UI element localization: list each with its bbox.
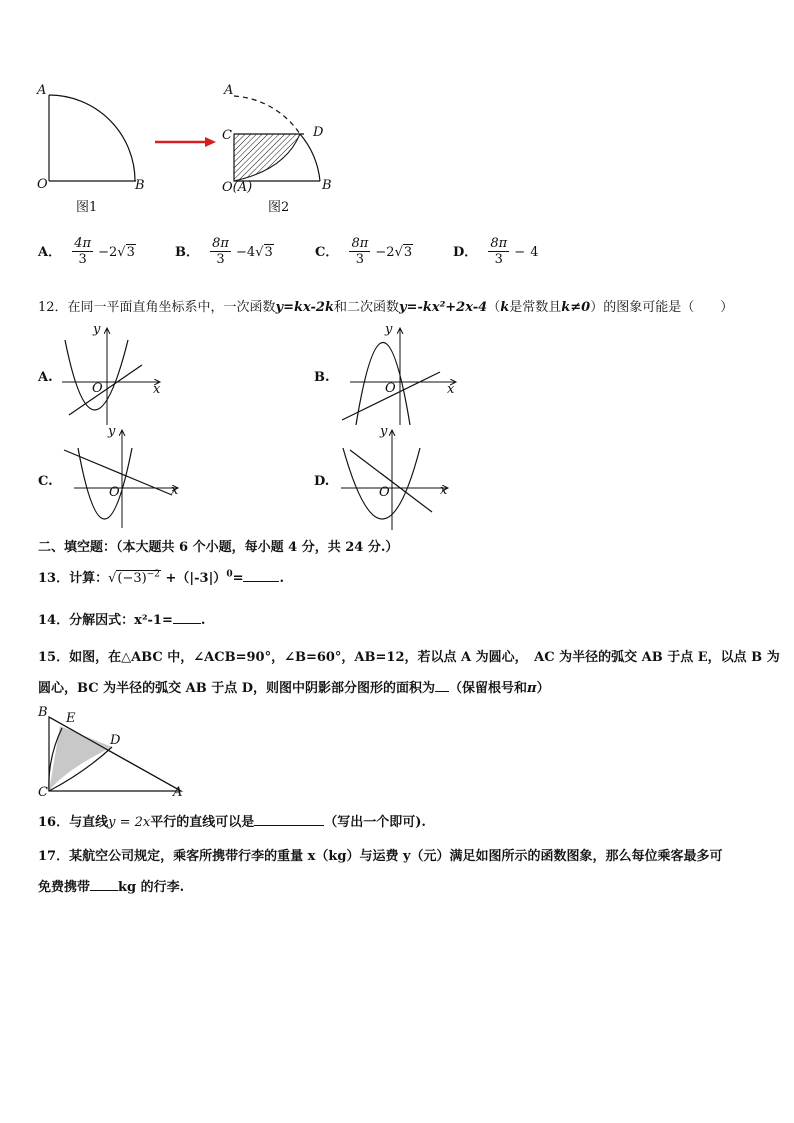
graph-c-y-label: y [108, 424, 116, 439]
q15-label-d: D [110, 733, 121, 748]
q17-text-b: kg 的行李. [118, 880, 185, 895]
q13-exponent: −2 [146, 569, 160, 580]
q11-option-b[interactable]: B． $\frac{8\pi}{3}$ −4√3 [175, 236, 273, 267]
graph-b-x-label: x [447, 382, 455, 397]
fig2-label-a: A [224, 83, 234, 98]
option-letter: A． [38, 245, 62, 260]
q12-option-c-label[interactable]: C. [38, 474, 53, 489]
q17-line-1: 17．某航空公司规定，乘客所携带行李的重量 x（kg）与运费 y（元）满足如图所示的函数图象，那么每位乘客最多可 [38, 849, 723, 864]
graph-a-x-label: x [153, 382, 161, 397]
minus-sign: − [375, 245, 387, 260]
fig1-label-a: A [37, 83, 47, 98]
coefficient: 2 [109, 245, 118, 260]
coefficient: 4 [530, 245, 539, 260]
q13-zero-exponent: 0 [226, 569, 233, 580]
graph-d-origin: O [379, 485, 390, 500]
graph-b-origin: O [385, 381, 396, 396]
q17-answer-blank[interactable] [90, 890, 118, 891]
q16 [38, 811, 426, 830]
q11-option-c[interactable]: C． $\frac{8\pi}{3}$ −2√3 [315, 236, 413, 267]
q14-prefix: 14．分解因式：x²-1= [38, 613, 173, 628]
fraction-numerator: 8π [490, 236, 508, 251]
q12-text-4: 是常数且 [509, 300, 562, 315]
q13: 13．计算：$√(-3)^{-2} +(|-3|)^0=$ . [38, 569, 285, 586]
graph-d-y-label: y [380, 424, 388, 439]
fig1-caption: 图1 [76, 200, 98, 215]
minus-sign: − [514, 245, 526, 260]
q15-text-c: ） [536, 681, 550, 696]
q16-expression: y = 2x [108, 815, 151, 830]
q15-text-b: （保留根号和 [449, 681, 528, 696]
section-heading-fill-in: 二、填空题：（本大题共 6 个小题，每小题 4 分，共 24 分.） [38, 540, 399, 555]
q13-end: . [279, 571, 285, 586]
graph-a-origin: O [92, 381, 103, 396]
q15-label-b: B [38, 705, 48, 720]
fig2-label-d: D [313, 125, 324, 140]
fig2-label-o: O(A) [222, 180, 253, 195]
minus-sign: − [98, 245, 110, 260]
q12-option-a-label[interactable]: A. [38, 370, 53, 385]
q15-line-1: 15．如图，在△ABC 中，∠ACB=90°，∠B=60°，AB=12，若以点 A 为圆心， AC 为半径的弧交 AB 于点 E，以点 B 为 [38, 650, 780, 665]
q12-option-b-label[interactable]: B. [314, 370, 330, 385]
fraction-numerator: 4π [74, 236, 92, 251]
q14-end: . [200, 613, 206, 628]
q15-pi: π [527, 681, 537, 696]
q12-k: k [500, 300, 510, 315]
graph-a-y-label: y [93, 322, 101, 337]
q16-prefix: 16．与直线 [38, 815, 109, 830]
graph-d-x-label: x [440, 483, 448, 498]
q16-middle: 平行的直线可以是 [150, 815, 255, 830]
fig2-label-b: B [322, 178, 332, 193]
fig2-caption: 图2 [268, 200, 290, 215]
q13-radicand: (−3) [117, 571, 147, 586]
q11-option-a[interactable]: A． $\frac{4\pi}{3}$ −2√3 [38, 236, 135, 267]
fraction-denominator: 3 [494, 252, 503, 267]
fraction-numerator: 8π [351, 236, 369, 251]
q12-linear-function: y=kx-2k [275, 300, 334, 315]
q15-label-e: E [66, 711, 76, 726]
q15-text-a: 圆心，BC 为半径的弧交 AB 于点 D，则图中阴影部分图形的面积为 [38, 681, 436, 696]
fraction-numerator: 8π [212, 236, 229, 251]
q12-text-3: （ [487, 300, 501, 315]
minus-sign: − [236, 245, 247, 260]
fig2-label-c: C [222, 128, 232, 143]
q12-text-1: 12．在同一平面直角坐标系中，一次函数 [38, 300, 276, 315]
radicand: 3 [403, 245, 413, 260]
q13-abs-term: +（|-3|） [165, 571, 227, 586]
q16-answer-blank[interactable] [254, 825, 324, 826]
fraction-denominator: 3 [355, 252, 364, 267]
q15-label-c: C [38, 785, 48, 800]
q12-option-d-label[interactable]: D. [314, 474, 330, 489]
radicand: 3 [126, 245, 135, 260]
q17-line-2 [38, 876, 184, 895]
radicand: 3 [264, 245, 273, 260]
fig1-label-o: O [37, 177, 48, 192]
fraction-denominator: 3 [78, 252, 87, 267]
q12-text-2: 和二次函数 [333, 300, 399, 315]
coefficient: 2 [386, 245, 395, 260]
q15-label-a: A [173, 785, 183, 800]
q13-prefix: 13．计算： [38, 571, 109, 586]
q12-text-5: ）的图象可能是（ ） [590, 300, 734, 315]
option-letter: C． [315, 245, 339, 260]
fig1-label-b: B [135, 178, 145, 193]
q12-k-nonzero: k≠0 [561, 300, 591, 315]
graph-b-y-label: y [385, 322, 393, 337]
graph-c-origin: O [109, 485, 120, 500]
q17-text-a: 免费携带 [38, 880, 91, 895]
option-letter: D． [453, 245, 478, 260]
q13-equals: = [232, 571, 244, 586]
q12-quadratic-function: y=-kx²+2x-4 [399, 300, 488, 315]
graph-c-x-label: x [171, 483, 179, 498]
option-letter: B． [175, 245, 199, 260]
q16-end: （写出一个即可). [324, 815, 426, 830]
coefficient: 4 [246, 245, 256, 260]
fraction-denominator: 3 [216, 252, 225, 267]
